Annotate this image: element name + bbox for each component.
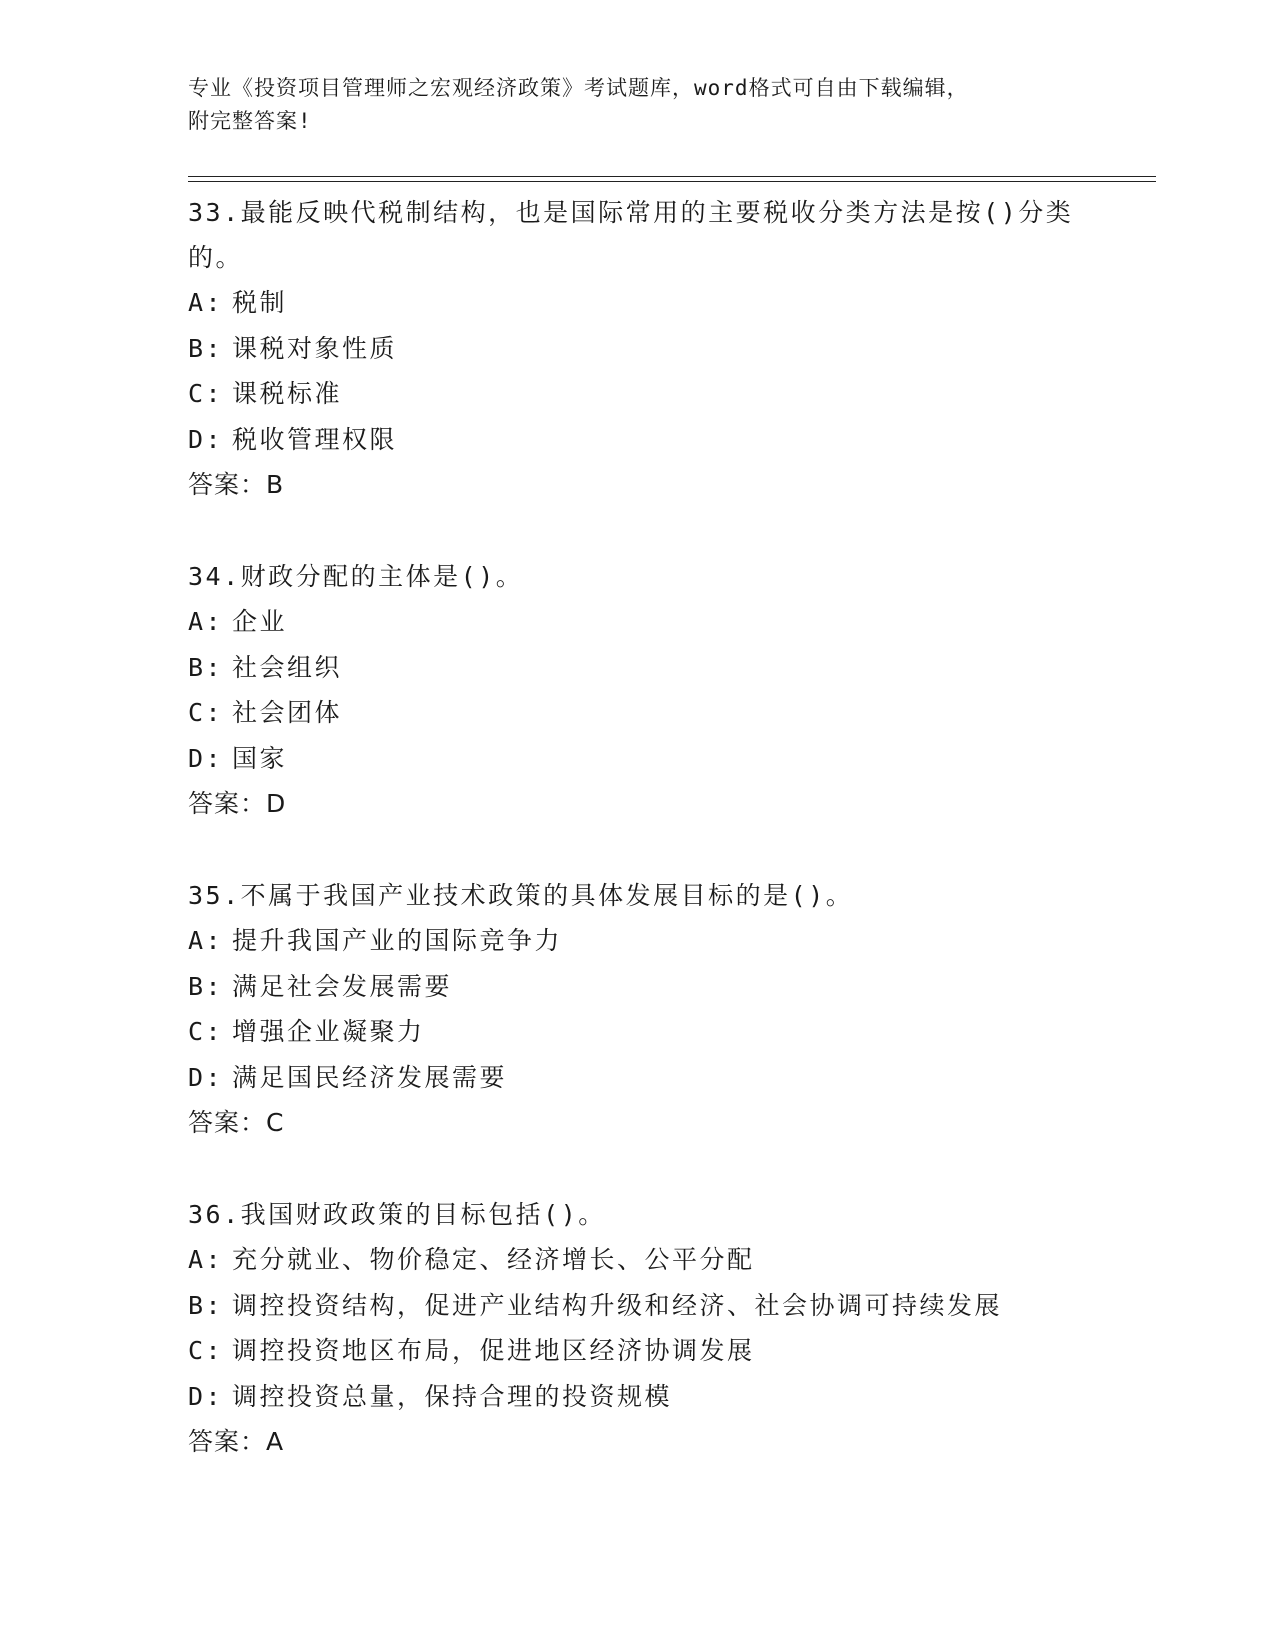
option-text: 课税标准 xyxy=(232,379,343,408)
header-line-1: 专业《投资项目管理师之宏观经济政策》考试题库，word格式可自由下载编辑， xyxy=(188,76,969,100)
option-text: 社会团体 xyxy=(232,698,343,727)
option-text: 满足国民经济发展需要 xyxy=(232,1062,508,1092)
option-text: 课税对象性质 xyxy=(232,333,398,363)
option-a xyxy=(188,599,1088,645)
option-d xyxy=(188,1374,1088,1420)
option-letter: C: xyxy=(188,698,224,727)
option-letter: D: xyxy=(188,1381,224,1411)
option-letter: C: xyxy=(188,1017,224,1046)
question-36 xyxy=(188,1192,1088,1465)
option-a xyxy=(188,280,1088,326)
question-33 xyxy=(188,190,1088,508)
option-letter: B: xyxy=(188,333,224,363)
question-35 xyxy=(188,873,1088,1146)
option-d xyxy=(188,736,1088,782)
option-c xyxy=(188,1009,1088,1055)
option-letter: D: xyxy=(188,424,224,454)
question-list xyxy=(188,190,1088,1511)
option-text: 税制 xyxy=(232,288,288,317)
option-text: 提升我国产业的国际竞争力 xyxy=(232,926,563,955)
question-stem: 33.最能反映代税制结构，也是国际常用的主要税收分类方法是按()分类的。 xyxy=(188,198,1074,272)
answer: 答案：B xyxy=(188,470,285,499)
option-text: 税收管理权限 xyxy=(232,424,398,454)
option-d xyxy=(188,1055,1088,1101)
option-c xyxy=(188,1328,1088,1374)
option-letter: A: xyxy=(188,1245,224,1274)
option-c xyxy=(188,371,1088,417)
option-letter: D: xyxy=(188,743,224,773)
answer: 答案：C xyxy=(188,1108,285,1137)
option-letter: A: xyxy=(188,926,224,955)
option-text: 国家 xyxy=(232,743,288,773)
header-divider-bottom xyxy=(188,181,1156,182)
option-letter: C: xyxy=(188,1336,224,1365)
option-text: 调控投资总量，保持合理的投资规模 xyxy=(232,1381,673,1411)
header-divider-top xyxy=(188,176,1156,177)
option-letter: B: xyxy=(188,971,224,1001)
option-letter: C: xyxy=(188,379,224,408)
option-text: 充分就业、物价稳定、经济增长、公平分配 xyxy=(232,1245,755,1274)
question-stem: 35.不属于我国产业技术政策的具体发展目标的是()。 xyxy=(188,881,854,910)
option-text: 调控投资结构，促进产业结构升级和经济、社会协调可持续发展 xyxy=(232,1290,1003,1320)
answer: 答案：A xyxy=(188,1427,285,1456)
question-stem: 34.财政分配的主体是()。 xyxy=(188,562,524,591)
answer: 答案：D xyxy=(188,789,287,818)
option-b xyxy=(188,326,1088,372)
option-c xyxy=(188,690,1088,736)
option-text: 企业 xyxy=(232,607,288,636)
option-d xyxy=(188,417,1088,463)
option-b xyxy=(188,964,1088,1010)
option-text: 调控投资地区布局，促进地区经济协调发展 xyxy=(232,1336,755,1365)
option-b xyxy=(188,1283,1088,1329)
option-text: 增强企业凝聚力 xyxy=(232,1017,425,1046)
option-letter: B: xyxy=(188,1290,224,1320)
option-letter: B: xyxy=(188,652,224,682)
option-letter: A: xyxy=(188,607,224,636)
question-34 xyxy=(188,554,1088,827)
option-text: 满足社会发展需要 xyxy=(232,971,453,1001)
option-letter: A: xyxy=(188,288,224,317)
header-line-2: 附完整答案! xyxy=(188,109,312,133)
option-text: 社会组织 xyxy=(232,652,343,682)
option-letter: D: xyxy=(188,1062,224,1092)
option-a xyxy=(188,918,1088,964)
option-a xyxy=(188,1237,1088,1283)
question-stem: 36.我国财政政策的目标包括()。 xyxy=(188,1200,606,1229)
document-header xyxy=(188,72,1088,138)
option-b xyxy=(188,645,1088,691)
